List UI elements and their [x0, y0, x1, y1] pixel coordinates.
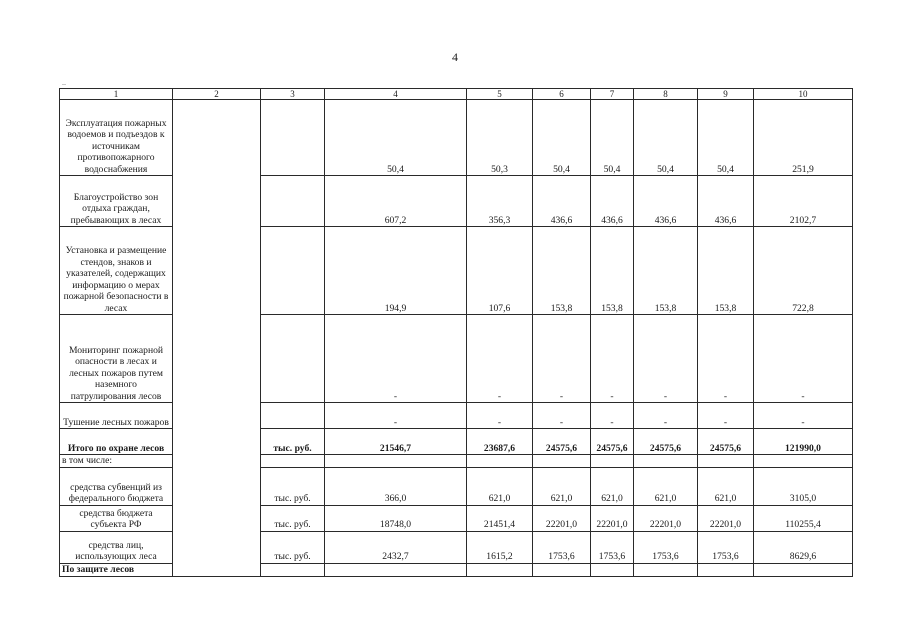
- row-name: Итого по охране лесов: [60, 429, 173, 455]
- value-cell: [467, 455, 533, 468]
- value-cell: 621,0: [467, 467, 533, 505]
- value-cell: 153,8: [634, 227, 698, 315]
- value-cell: -: [467, 403, 533, 429]
- value-cell: 153,8: [591, 227, 634, 315]
- value-cell: 621,0: [533, 467, 591, 505]
- value-cell: 153,8: [533, 227, 591, 315]
- value-cell: 50,4: [325, 100, 467, 176]
- value-cell: [467, 563, 533, 576]
- value-cell: 621,0: [591, 467, 634, 505]
- value-cell: [754, 563, 853, 576]
- value-cell: 24575,6: [591, 429, 634, 455]
- value-cell: -: [634, 315, 698, 403]
- row-unit: тыс. руб.: [261, 505, 325, 531]
- value-cell: [591, 563, 634, 576]
- value-cell: 2432,7: [325, 531, 467, 563]
- header-cell: 7: [591, 89, 634, 100]
- value-cell: 110255,4: [754, 505, 853, 531]
- value-cell: 22201,0: [634, 505, 698, 531]
- value-cell: 251,9: [754, 100, 853, 176]
- value-cell: [325, 455, 467, 468]
- value-cell: 607,2: [325, 176, 467, 227]
- value-cell: 121990,0: [754, 429, 853, 455]
- value-cell: [698, 455, 754, 468]
- row-name: средства бюджета субъекта РФ: [60, 505, 173, 531]
- value-cell: 18748,0: [325, 505, 467, 531]
- value-cell: -: [533, 315, 591, 403]
- row-unit: [261, 563, 325, 576]
- value-cell: -: [325, 315, 467, 403]
- value-cell: 722,8: [754, 227, 853, 315]
- header-cell: 6: [533, 89, 591, 100]
- row-name: Тушение лесных пожаров: [60, 403, 173, 429]
- header-cell: 10: [754, 89, 853, 100]
- value-cell: [533, 455, 591, 468]
- value-cell: 21546,7: [325, 429, 467, 455]
- value-cell: 436,6: [698, 176, 754, 227]
- value-cell: [634, 563, 698, 576]
- value-cell: 436,6: [533, 176, 591, 227]
- value-cell: 2102,7: [754, 176, 853, 227]
- value-cell: 621,0: [698, 467, 754, 505]
- value-cell: 1615,2: [467, 531, 533, 563]
- value-cell: 50,3: [467, 100, 533, 176]
- value-cell: -: [754, 315, 853, 403]
- value-cell: 22201,0: [698, 505, 754, 531]
- row-name: в том числе:: [60, 455, 173, 468]
- page-number: 4: [452, 50, 458, 64]
- column-2-merged-cell: [173, 100, 261, 577]
- value-cell: -: [591, 403, 634, 429]
- value-cell: 153,8: [698, 227, 754, 315]
- header-cell: 9: [698, 89, 754, 100]
- value-cell: 50,4: [698, 100, 754, 176]
- value-cell: [591, 455, 634, 468]
- value-cell: 1753,6: [698, 531, 754, 563]
- value-cell: 356,3: [467, 176, 533, 227]
- value-cell: [754, 455, 853, 468]
- value-cell: 436,6: [591, 176, 634, 227]
- value-cell: 194,9: [325, 227, 467, 315]
- row-unit: [261, 455, 325, 468]
- corner-mark: ..: [62, 78, 66, 87]
- value-cell: 1753,6: [634, 531, 698, 563]
- row-name: Эксплуатация пожарных водоемов и подъездов к источникам противопожарного водоснабжения: [60, 100, 173, 176]
- row-unit: [261, 403, 325, 429]
- row-unit: тыс. руб.: [261, 429, 325, 455]
- header-cell: 8: [634, 89, 698, 100]
- row-unit: тыс. руб.: [261, 531, 325, 563]
- value-cell: 21451,4: [467, 505, 533, 531]
- header-cell: 2: [173, 89, 261, 100]
- budget-table: [59, 88, 853, 577]
- value-cell: 24575,6: [533, 429, 591, 455]
- row-unit: тыс. руб.: [261, 467, 325, 505]
- row-name: средства лиц, использующих леса: [60, 531, 173, 563]
- header-cell: 1: [60, 89, 173, 100]
- value-cell: -: [698, 403, 754, 429]
- header-cell: 5: [467, 89, 533, 100]
- value-cell: [325, 563, 467, 576]
- value-cell: 107,6: [467, 227, 533, 315]
- value-cell: 50,4: [591, 100, 634, 176]
- value-cell: 50,4: [533, 100, 591, 176]
- value-cell: -: [634, 403, 698, 429]
- value-cell: [634, 455, 698, 468]
- value-cell: 436,6: [634, 176, 698, 227]
- value-cell: 23687,6: [467, 429, 533, 455]
- row-name: средства субвенций из федерального бюджета: [60, 467, 173, 505]
- header-cell: 4: [325, 89, 467, 100]
- value-cell: 22201,0: [591, 505, 634, 531]
- value-cell: 1753,6: [533, 531, 591, 563]
- row-name: Установка и размещение стендов, знаков и указателей, содержащих информацию о мерах пожарной безопасности в лесах: [60, 227, 173, 315]
- value-cell: -: [467, 315, 533, 403]
- value-cell: 3105,0: [754, 467, 853, 505]
- row-name: Мониторинг пожарной опасности в лесах и лесных пожаров путем наземного патрулирования лесов: [60, 315, 173, 403]
- value-cell: [533, 563, 591, 576]
- value-cell: 1753,6: [591, 531, 634, 563]
- value-cell: [698, 563, 754, 576]
- value-cell: -: [533, 403, 591, 429]
- row-unit: [261, 315, 325, 403]
- row-unit: [261, 227, 325, 315]
- table-row: [60, 100, 853, 176]
- value-cell: -: [754, 403, 853, 429]
- column-number-row: [60, 89, 853, 100]
- value-cell: 50,4: [634, 100, 698, 176]
- value-cell: -: [325, 403, 467, 429]
- value-cell: 24575,6: [634, 429, 698, 455]
- value-cell: -: [591, 315, 634, 403]
- header-cell: 3: [261, 89, 325, 100]
- row-name: Благоустройство зон отдыха граждан, пребывающих в лесах: [60, 176, 173, 227]
- value-cell: 24575,6: [698, 429, 754, 455]
- row-unit: [261, 100, 325, 176]
- value-cell: 366,0: [325, 467, 467, 505]
- value-cell: -: [698, 315, 754, 403]
- row-unit: [261, 176, 325, 227]
- value-cell: 621,0: [634, 467, 698, 505]
- value-cell: 22201,0: [533, 505, 591, 531]
- row-name: По защите лесов: [60, 563, 173, 576]
- value-cell: 8629,6: [754, 531, 853, 563]
